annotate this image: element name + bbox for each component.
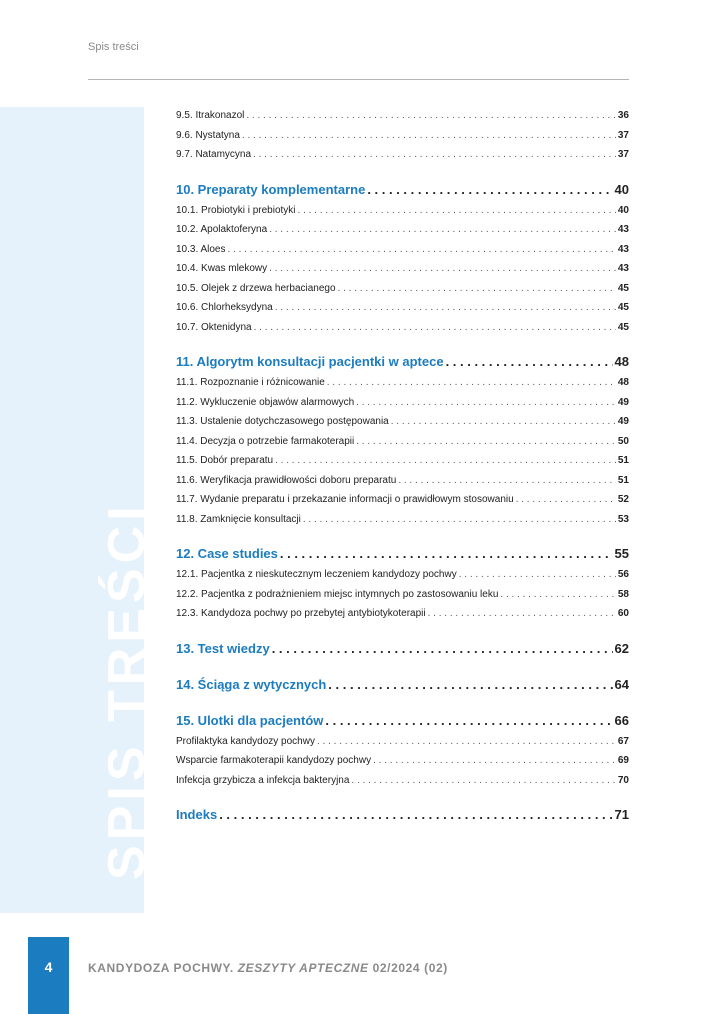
footer-issue: 02/2024 (02) (368, 961, 448, 975)
toc-label: 11.6. Weryfikacja prawidłowości doboru preparatu (176, 474, 397, 486)
toc-leader-dots (275, 298, 616, 318)
toc-page-number: 53 (617, 513, 629, 525)
toc-leader-dots (328, 674, 612, 696)
toc-entry[interactable] (176, 201, 629, 221)
toc-label: 11.5. Dobór preparatu (176, 455, 274, 466)
footer-main: KANDYDOZA POCHWY. (88, 961, 238, 975)
toc-leader-dots (367, 179, 612, 201)
toc-chapter[interactable] (176, 710, 629, 732)
toc-chapter[interactable] (176, 351, 629, 373)
toc-label: 9.5. Itrakonazol (176, 110, 245, 121)
toc-page-number: 71 (614, 807, 629, 822)
footer-title (88, 961, 448, 975)
toc-page-number: 69 (617, 755, 629, 766)
toc-page-number: 43 (617, 263, 629, 274)
toc-leader-dots (500, 585, 615, 605)
toc-entry[interactable] (176, 393, 629, 413)
toc-leader-dots (516, 490, 616, 510)
toc-page-number: 36 (617, 110, 629, 121)
toc-page-number: 52 (617, 494, 629, 505)
toc-page-number: 66 (614, 712, 629, 728)
toc-label: 12.2. Pacjentka z podrażnieniem miejsc intymnych po zastosowaniu leku (176, 588, 499, 600)
toc-label: 9.6. Nystatyna (176, 129, 240, 141)
toc-leader-dots (356, 432, 616, 452)
toc-leader-dots (356, 393, 616, 413)
toc-label: 10.7. Oktenidyna (176, 321, 252, 333)
toc-entry[interactable] (176, 604, 629, 624)
toc-leader-dots (254, 318, 616, 338)
page-number: 4 (44, 959, 53, 975)
toc-leader-dots (253, 145, 616, 165)
toc-leader-dots (272, 638, 613, 660)
toc-leader-dots (219, 804, 612, 826)
toc-page-number: 58 (617, 588, 629, 600)
toc-leader-dots (391, 412, 616, 432)
toc-entry[interactable] (176, 240, 629, 260)
toc-entry[interactable] (176, 432, 629, 452)
toc-entry[interactable] (176, 732, 629, 752)
toc-label: Infekcja grzybicza a infekcja bakteryjna (176, 774, 350, 786)
toc-leader-dots (269, 220, 616, 240)
toc-label: 11.2. Wykluczenie objawów alarmowych (176, 396, 355, 408)
toc-leader-dots (428, 604, 616, 624)
toc-label: 12.1. Pacjentka z nieskutecznym leczeniem kandydozy pochwy (176, 569, 457, 580)
toc-label: 11. Algorytm konsultacji pacjentki w aptece (176, 354, 444, 369)
toc-label: 11.1. Rozpoznanie i różnicowanie (176, 377, 325, 388)
toc-chapter[interactable] (176, 179, 629, 201)
toc-label: 10.6. Chlorheksydyna (176, 302, 273, 313)
toc-label: Profilaktyka kandydozy pochwy (176, 735, 315, 747)
toc-leader-dots (303, 510, 616, 530)
toc-chapter[interactable] (176, 804, 629, 826)
toc-page-number: 40 (614, 181, 629, 197)
toc-entry[interactable] (176, 106, 629, 126)
toc-entry[interactable] (176, 771, 629, 791)
toc-entry[interactable] (176, 412, 629, 432)
toc-page-number: 37 (617, 129, 629, 141)
toc-leader-dots (280, 543, 613, 565)
toc-leader-dots (398, 471, 616, 491)
toc-label: Indeks (176, 807, 218, 822)
toc-entry[interactable] (176, 145, 629, 165)
toc-leader-dots (242, 126, 616, 146)
toc-entry[interactable] (176, 585, 629, 605)
toc-label: 15. Ulotki dla pacjentów (176, 712, 324, 728)
toc-leader-dots (327, 373, 616, 393)
toc-label: 12.3. Kandydoza pochwy po przebytej antybiotykoterapii (176, 608, 426, 619)
toc-entry[interactable] (176, 126, 629, 146)
toc-page-number: 60 (617, 608, 629, 619)
side-title: SPIS TREŚCI (98, 501, 156, 880)
table-of-contents (176, 106, 629, 826)
toc-label: 11.8. Zamknięcie konsultacji (176, 513, 301, 525)
toc-entry[interactable] (176, 220, 629, 240)
toc-entry[interactable] (176, 451, 629, 471)
toc-leader-dots (246, 106, 616, 126)
toc-leader-dots (325, 710, 612, 732)
toc-page-number: 55 (614, 546, 629, 561)
toc-label: 14. Ściąga z wytycznych (176, 676, 327, 692)
page-number-box (28, 937, 69, 1014)
toc-label: 10.3. Aloes (176, 243, 226, 255)
toc-page-number: 62 (614, 640, 629, 656)
toc-entry[interactable] (176, 279, 629, 299)
toc-chapter[interactable] (176, 674, 629, 696)
toc-leader-dots (275, 451, 616, 471)
toc-page-number: 70 (617, 774, 629, 786)
toc-leader-dots (317, 732, 616, 752)
toc-label: 10.2. Apolaktoferyna (176, 224, 268, 235)
toc-leader-dots (446, 351, 613, 373)
toc-entry[interactable] (176, 298, 629, 318)
toc-entry[interactable] (176, 373, 629, 393)
toc-label: 11.4. Decyzja o potrzebie farmakoterapii (176, 435, 355, 447)
footer-journal: ZESZYTY APTECZNE (237, 961, 369, 975)
toc-leader-dots (373, 751, 616, 771)
toc-page-number: 56 (617, 569, 629, 580)
toc-label: 11.7. Wydanie preparatu i przekazanie informacji o prawidłowym stosowaniu (176, 494, 514, 505)
toc-label: 10.4. Kwas mlekowy (176, 263, 268, 274)
toc-page-number: 51 (617, 455, 629, 466)
toc-label: 13. Test wiedzy (176, 640, 270, 656)
toc-leader-dots (338, 279, 616, 299)
toc-page-number: 64 (614, 676, 629, 692)
toc-entry[interactable] (176, 490, 629, 510)
toc-page-number: 49 (617, 396, 629, 408)
toc-entry[interactable] (176, 565, 629, 585)
toc-entry[interactable] (176, 751, 629, 771)
toc-label: 10.1. Probiotyki i prebiotyki (176, 204, 296, 216)
toc-entry[interactable] (176, 259, 629, 279)
toc-page-number: 49 (617, 416, 629, 427)
toc-page-number: 50 (617, 435, 629, 447)
toc-label: 10. Preparaty komplementarne (176, 181, 366, 197)
toc-chapter[interactable] (176, 638, 629, 660)
toc-leader-dots (269, 259, 616, 279)
toc-label: 9.7. Natamycyna (176, 149, 252, 160)
toc-page-number: 45 (617, 321, 629, 333)
toc-page-number: 48 (614, 354, 629, 369)
toc-page-number: 43 (617, 243, 629, 255)
toc-page-number: 43 (617, 224, 629, 235)
running-head: Spis treści (88, 41, 139, 53)
toc-page-number: 40 (617, 204, 629, 216)
toc-label: 10.5. Olejek z drzewa herbacianego (176, 282, 336, 294)
toc-label: 11.3. Ustalenie dotychczasowego postępowania (176, 416, 389, 427)
toc-leader-dots (459, 565, 616, 585)
toc-entry[interactable] (176, 510, 629, 530)
toc-page-number: 37 (617, 149, 629, 160)
toc-entry[interactable] (176, 471, 629, 491)
toc-page-number: 67 (617, 735, 629, 747)
toc-page-number: 45 (617, 302, 629, 313)
toc-label: 12. Case studies (176, 546, 278, 561)
toc-leader-dots (298, 201, 616, 221)
toc-leader-dots (351, 771, 615, 791)
toc-leader-dots (227, 240, 615, 260)
header-rule (88, 79, 629, 80)
toc-label: Wsparcie farmakoterapii kandydozy pochwy (176, 755, 372, 766)
toc-chapter[interactable] (176, 543, 629, 565)
toc-page-number: 45 (617, 282, 629, 294)
toc-page-number: 48 (617, 377, 629, 388)
toc-entry[interactable] (176, 318, 629, 338)
toc-page-number: 51 (617, 474, 629, 486)
